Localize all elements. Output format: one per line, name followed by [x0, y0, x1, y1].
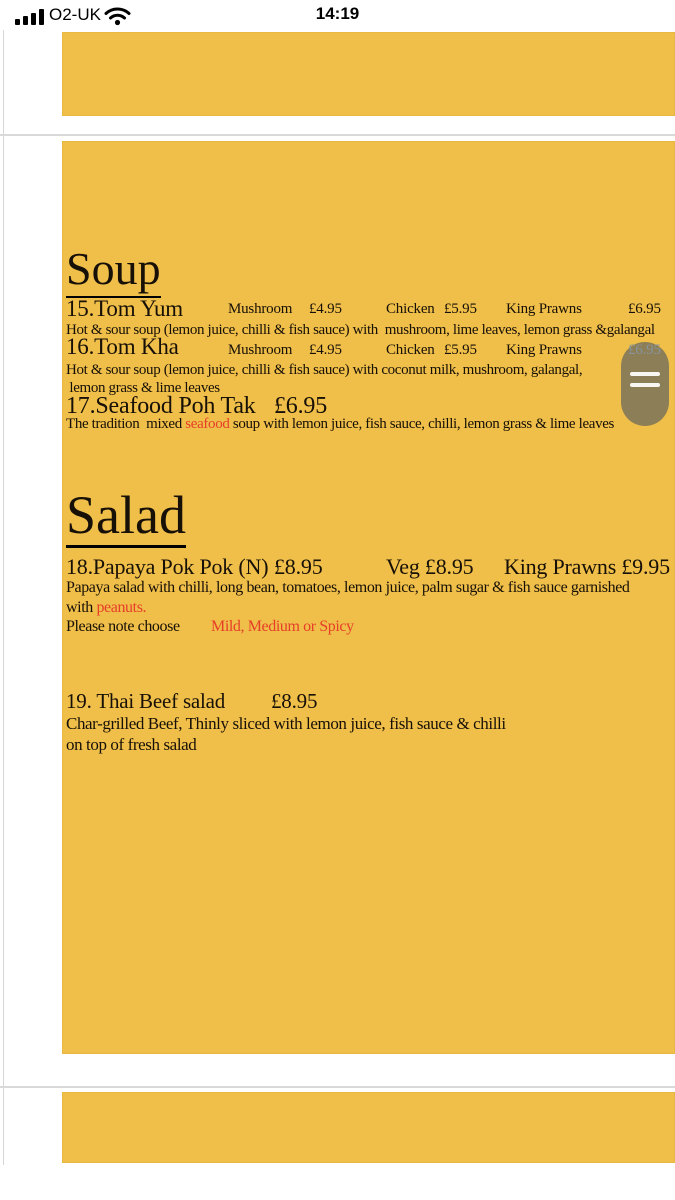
item-18-note-spice-red: Mild, Medium or Spicy — [211, 618, 354, 635]
page-left-edge-line — [3, 30, 4, 1165]
item-18-note: Please note choose — [66, 618, 180, 635]
item-15-variant-mushroom: Mushroom — [228, 301, 293, 317]
page-divider-bottom — [0, 1086, 675, 1088]
item-18-name: 18.Papaya Pok Pok (N) — [66, 554, 269, 579]
item-15-description: Hot & sour soup (lemon juice, chilli & fish sauce) with mushroom, lime leaves, lemon grass &galangal — [66, 322, 655, 338]
item-15-price-chicken: £5.95 — [444, 301, 477, 317]
drag-handle-line-icon — [630, 383, 660, 387]
menu-page-next-fragment — [62, 1092, 675, 1163]
item-17-desc-part1: The tradition mixed — [66, 416, 186, 432]
carrier-label: O2-UK — [49, 5, 101, 24]
item-16-description-line2: lemon grass & lime leaves — [66, 380, 220, 396]
item-19-price: £8.95 — [271, 689, 318, 713]
item-18-desc2-peanuts-red: peanuts. — [96, 599, 147, 616]
item-15-price-mushroom: £4.95 — [309, 301, 342, 317]
item-17-description — [66, 416, 614, 433]
item-18-desc2-with: with — [66, 599, 97, 616]
menu-page — [62, 141, 675, 1054]
section-title-salad: Salad — [66, 486, 186, 548]
status-bar — [0, 0, 675, 30]
item-17-price: £6.95 — [274, 393, 328, 419]
item-19-name: 19. Thai Beef salad — [66, 689, 226, 713]
item-15-variant-king-prawns: King Prawns — [506, 301, 582, 317]
item-18-veg-price: Veg £8.95 — [386, 554, 474, 579]
menu-page-previous-fragment — [62, 32, 675, 116]
item-19-description-line2: on top of fresh salad — [66, 735, 197, 754]
item-18-description-line1: Papaya salad with chilli, long bean, tomatoes, lemon juice, palm sugar & fish sauce garnished — [66, 579, 630, 596]
section-title-soup: Soup — [66, 243, 161, 298]
item-18-price: £8.95 — [274, 554, 323, 579]
item-17-desc-part2: soup with lemon juice, fish sauce, chilli, lemon grass & lime leaves — [229, 416, 615, 432]
item-16-name: 16.Tom Kha — [66, 334, 179, 359]
item-19-description-line1: Char-grilled Beef, Thinly sliced with lemon juice, fish sauce & chilli — [66, 714, 506, 733]
item-15-price-king-prawns: £6.95 — [628, 301, 661, 317]
item-16-price-king-prawns: £6.95 — [628, 342, 661, 358]
item-16-variant-king-prawns: King Prawns — [506, 342, 582, 358]
page-divider-top — [0, 134, 675, 136]
clock: 14:19 — [315, 4, 360, 23]
item-16-price-chicken: £5.95 — [444, 342, 477, 358]
item-15-variant-chicken: Chicken — [386, 301, 435, 317]
item-16-variant-chicken: Chicken — [386, 342, 435, 358]
item-16-variant-mushroom: Mushroom — [228, 342, 293, 358]
item-17-desc-seafood-red: seafood — [185, 416, 230, 432]
drag-handle-line-icon — [630, 372, 660, 376]
item-15-name: 15.Tom Yum — [66, 296, 183, 321]
item-18-king-prawns-price: King Prawns £9.95 — [504, 554, 670, 579]
item-16-description-line1: Hot & sour soup (lemon juice, chilli & fish sauce) with coconut milk, mushroom, galangal, — [66, 362, 583, 378]
item-17-name: 17.Seafood Poh Tak — [66, 393, 256, 419]
item-16-price-mushroom: £4.95 — [309, 342, 342, 358]
item-18-description-line2 — [66, 599, 146, 617]
